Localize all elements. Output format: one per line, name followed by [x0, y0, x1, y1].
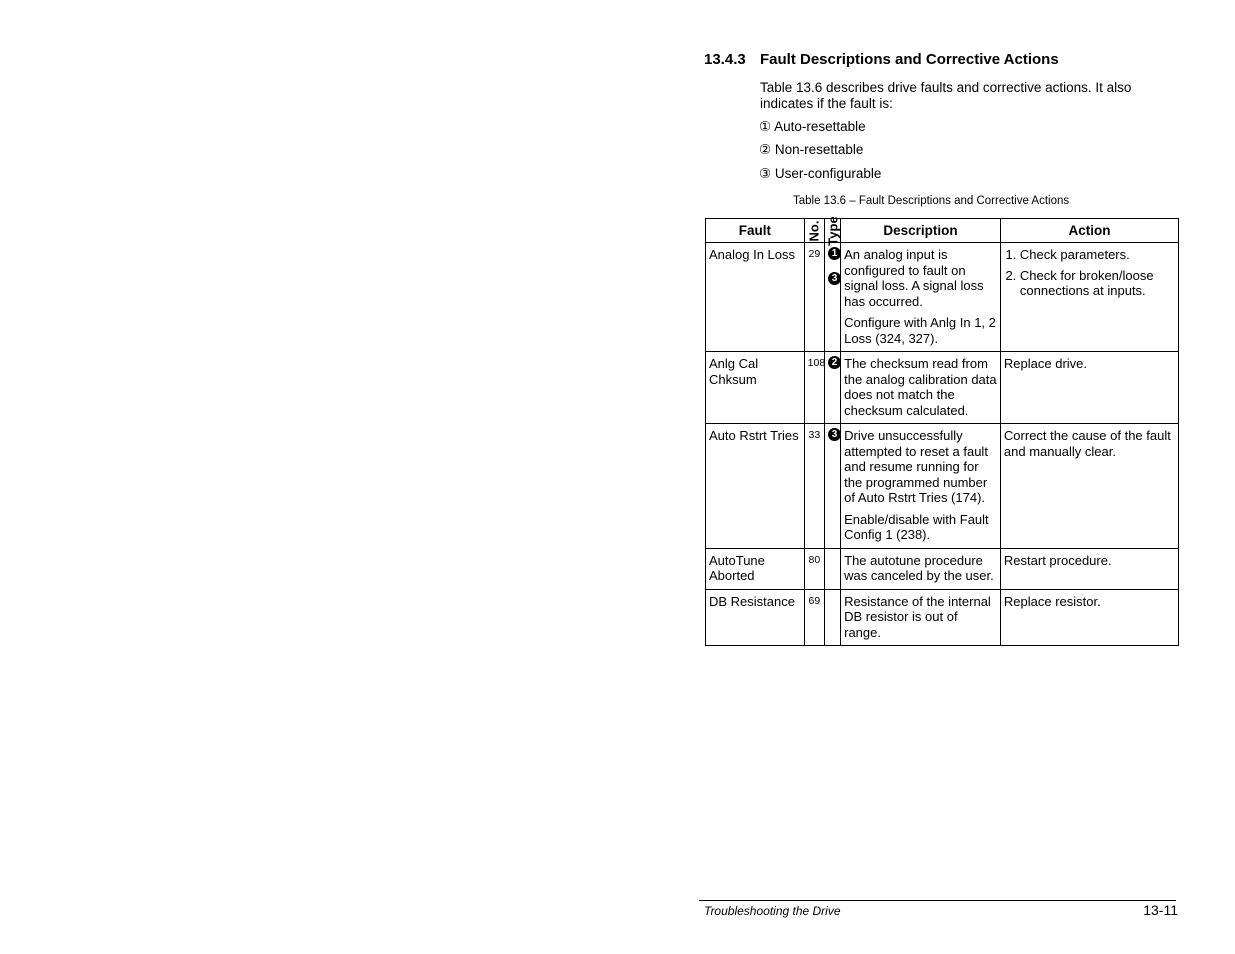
header-action: Action [1000, 219, 1178, 243]
type-badge-icon: 1 [828, 247, 841, 260]
footer-divider [699, 900, 1176, 901]
header-description: Description [841, 219, 1001, 243]
description-text: An analog input is configured to fault on signal loss. A signal loss has occurred. [844, 247, 984, 309]
legend-label: Non-resettable [774, 142, 864, 157]
table-row [706, 424, 1179, 549]
fault-name: DB Resistance [706, 589, 805, 646]
fault-type [825, 589, 841, 646]
fault-name: Anlg Cal Chksum [706, 352, 805, 424]
type-badge-icon: 3 [828, 272, 841, 285]
section-number: 13.4.3 [704, 51, 746, 68]
legend-symbol-3: ③ [759, 166, 772, 181]
header-type-label: Type [824, 215, 840, 246]
fault-action: Correct the cause of the fault and manually clear. [1000, 424, 1178, 549]
header-type [824, 215, 841, 246]
action-list [1004, 247, 1175, 299]
footer-title: Troubleshooting the Drive [704, 904, 841, 918]
fault-action: Replace resistor. [1000, 589, 1178, 646]
fault-description [841, 243, 1001, 352]
description-text: Drive unsuccessfully attempted to reset a fault and resume running for the programmed number of Auto Rstrt Tries (174). [844, 428, 988, 505]
fault-name: Auto Rstrt Tries [706, 424, 805, 549]
table-header-row [706, 219, 1179, 243]
action-step: 1. Check parameters. [1020, 247, 1175, 263]
legend-label: Auto-resettable [774, 119, 866, 134]
fault-number: 80 [804, 548, 824, 589]
fault-number: 108 [804, 352, 824, 424]
type-badge-icon: 3 [828, 428, 841, 441]
legend-symbol-1: ① [759, 119, 772, 134]
header-no [804, 219, 824, 243]
description-text: Enable/disable with Fault Config 1 (238). [844, 511, 989, 542]
fault-name: AutoTune Aborted [706, 548, 805, 589]
fault-description [841, 589, 1001, 646]
fault-action [1000, 243, 1178, 352]
table-caption: Table 13.6 – Fault Descriptions and Corrective Actions [793, 195, 1070, 207]
section-heading [704, 51, 1059, 68]
fault-action: Replace drive. [1000, 352, 1178, 424]
legend-item-auto-resettable [759, 119, 866, 135]
table-row [706, 589, 1179, 646]
fault-action: Restart procedure. [1000, 548, 1178, 589]
description-text: Configure with Anlg In 1, 2 Loss (324, 327). [844, 315, 996, 346]
header-no-label: No. [806, 220, 822, 241]
intro-paragraph: Table 13.6 describes drive faults and corrective actions. It also indicates if the fault is: [760, 80, 1132, 111]
legend-label: User-configurable [774, 166, 882, 181]
fault-type [825, 424, 841, 549]
fault-number: 29 [804, 243, 824, 352]
action-step: 2. Check for broken/loose connections at inputs. [1020, 268, 1175, 299]
page-number: 13-11 [1143, 902, 1178, 918]
fault-number: 33 [804, 424, 824, 549]
header-fault: Fault [706, 219, 805, 243]
legend-item-non-resettable [759, 142, 863, 158]
fault-type [825, 352, 841, 424]
fault-description [841, 424, 1001, 549]
fault-number: 69 [804, 589, 824, 646]
table-row [706, 243, 1179, 352]
fault-description [841, 548, 1001, 589]
legend-item-user-configurable [759, 166, 881, 182]
description-text: The autotune procedure was canceled by the user. [844, 552, 994, 583]
fault-type [825, 548, 841, 589]
table-row [706, 352, 1179, 424]
type-badge-icon: 2 [828, 356, 841, 369]
fault-table [705, 215, 1179, 646]
legend-symbol-2: ② [759, 142, 772, 157]
fault-type [825, 243, 841, 352]
description-text: The checksum read from the analog calibration data does not match the checksum calculated. [844, 356, 997, 418]
fault-name: Analog In Loss [706, 243, 805, 352]
fault-description [841, 352, 1001, 424]
section-title: Fault Descriptions and Corrective Actions [760, 51, 1059, 68]
description-text: Resistance of the internal DB resistor is out of range. [844, 593, 991, 640]
table-row [706, 548, 1179, 589]
